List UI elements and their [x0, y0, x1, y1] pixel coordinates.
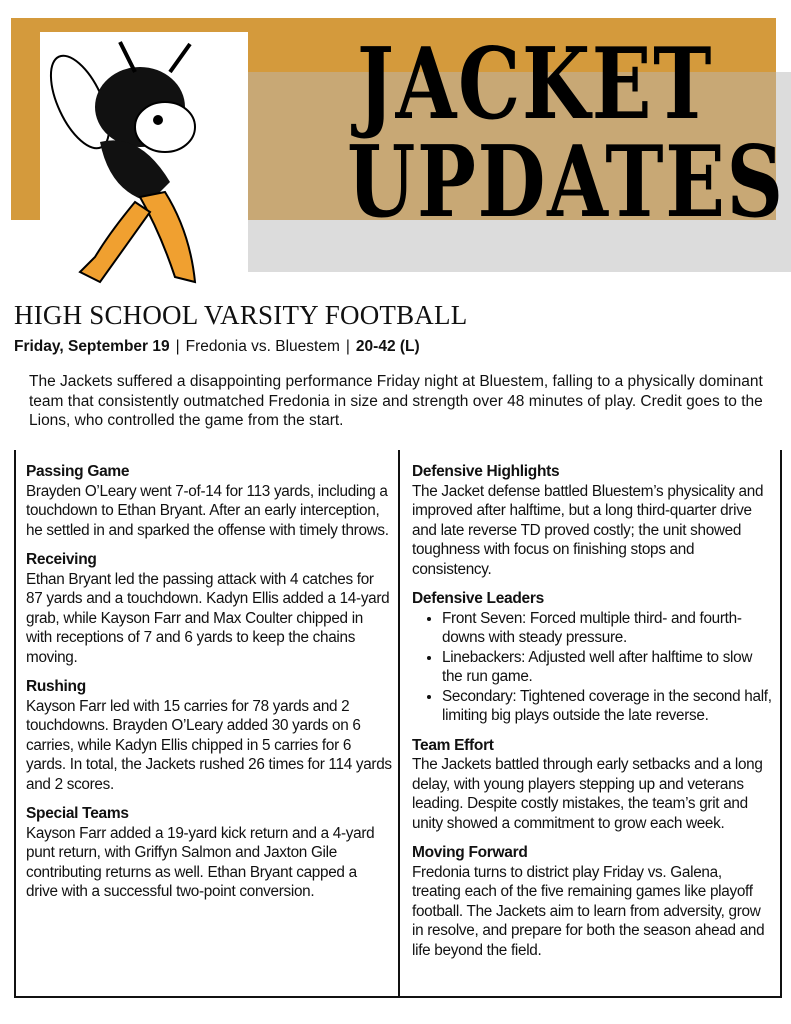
newsletter-title	[347, 27, 785, 240]
hornet-mascot-logo	[40, 32, 248, 298]
section-title: Defensive Highlights	[412, 463, 560, 480]
receiving-section	[26, 550, 392, 667]
intro-paragraph: The Jackets suffered a disappointing performance Friday night at Bluestem, falling to a physically dominant team that consistently outmatched Fredonia in size and strength over 48 minutes of play. Credit goes to the Lions, who controlled the game from the start.	[29, 373, 763, 429]
section-body: Fredonia turns to district play Friday vs. Galena, treating each of the five remaining games like playoff football. The Jackets aim to learn from adversity, grow in resolve, and prepare for both the season ahead and life beyond the field.	[412, 863, 765, 959]
list-item: • Secondary: Tightened coverage in the second half, limiting big plays outside the late reverse.	[442, 687, 774, 726]
section-body: Ethan Bryant led the passing attack with 4 catches for 87 yards and a touchdown. Kadyn Ellis added a 14-yard grab, while Kayson Farr and Max Coulter chipped in with receptions of 7 and 6 yards to keep the chains moving.	[26, 570, 390, 666]
section-title: Receiving	[26, 551, 97, 568]
section-body: Kayson Farr added a 19-yard kick return and a 4-yard punt return, with Griffyn Salmon and Jaxton Gile contributing returns as well. Ethan Bryant capped a drive with a successful two-point conversion.	[26, 824, 375, 900]
section-body: Kayson Farr led with 15 carries for 78 yards and 2 touchdowns. Brayden O’Leary added 30 yards on 6 carries, while Kadyn Ellis chipped in 5 carries for 6 yards. In total, the Jackets rushed 26 times for 114 yards and 2 scores.	[26, 697, 392, 793]
title-line-1: JACKET	[356, 27, 714, 142]
final-score: 20-42 (L)	[355, 338, 420, 355]
section-title: Team Effort	[412, 736, 494, 754]
list-item: • Front Seven: Forced multiple third- and fourth-downs with steady pressure.	[442, 609, 774, 648]
divider: |	[345, 338, 350, 355]
game-date: Friday, September 19	[14, 338, 170, 355]
defensive-highlights-section	[412, 462, 774, 579]
matchup: Fredonia vs. Bluestem	[185, 338, 340, 355]
section-title: Defensive Leaders	[412, 590, 544, 607]
defensive-leaders-section	[412, 589, 774, 726]
rushing-section	[26, 677, 392, 794]
right-column	[398, 450, 780, 996]
game-meta	[14, 338, 420, 356]
section-heading: HIGH SCHOOL VARSITY FOOTBALL	[14, 300, 468, 330]
section-title: Moving Forward	[412, 844, 528, 861]
leaders-list	[412, 609, 774, 726]
section-title: Rushing	[26, 678, 86, 695]
section-body: The Jackets battled through early setbacks and a long delay, with young players stepping up and veterans leading. Despite costly mistakes, the team’s grit and unity showed a commitment to grow each week.	[412, 756, 763, 832]
title-line-2: UPDATES	[347, 125, 785, 240]
section-title: Passing Game	[26, 463, 130, 480]
section-body: Brayden O’Leary went 7-of-14 for 113 yards, including a touchdown to Ethan Bryant. After an early interception, he settled in and sparked the offense with timely throws.	[26, 482, 389, 539]
section-body: The Jacket defense battled Bluestem’s physicality and improved after halftime, but a long third-quarter drive and late reverse TD proved costly; the unit showed toughness with focus on finishing stops and consistency.	[412, 482, 764, 578]
moving-forward-section	[412, 843, 774, 960]
recap-box	[14, 450, 782, 998]
special-teams-section	[26, 804, 392, 902]
left-column	[16, 450, 398, 996]
passing-section	[26, 462, 392, 540]
divider: |	[175, 338, 180, 355]
section-title: Special Teams	[26, 805, 129, 822]
team-effort-section	[412, 736, 774, 834]
list-item: • Linebackers: Adjusted well after halftime to slow the run game.	[442, 648, 774, 687]
